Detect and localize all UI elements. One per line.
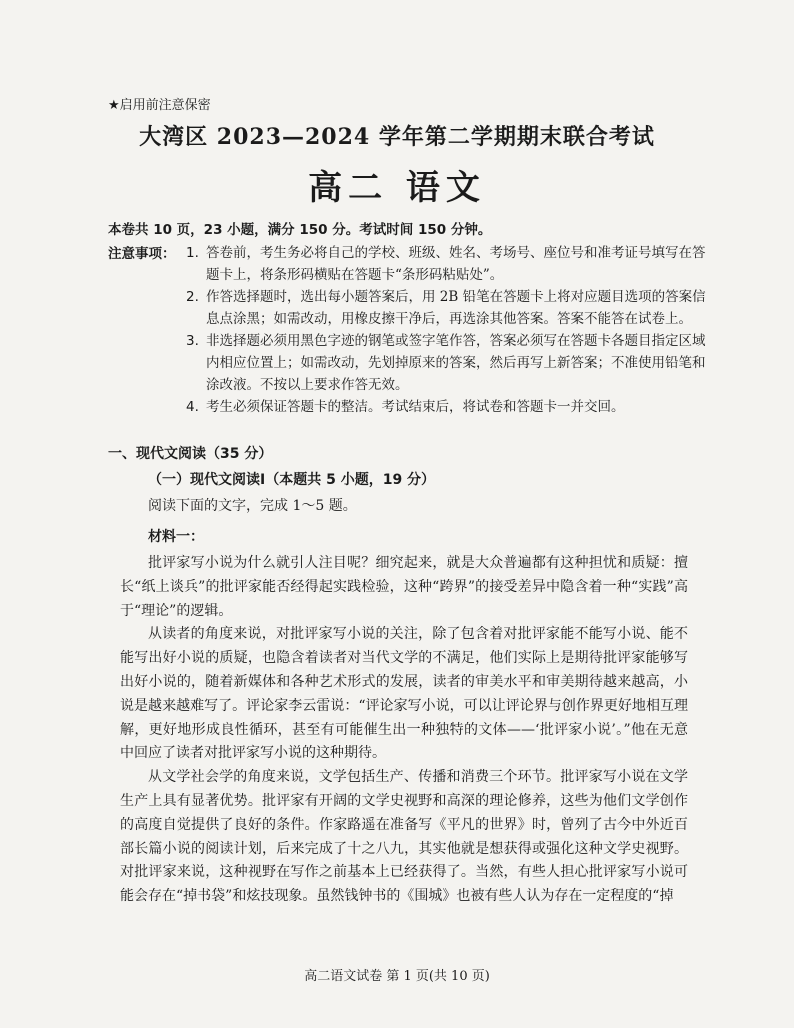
body-paragraph: 批评家写小说为什么就引人注目呢？细究起来，就是大众普遍都有这种担忧和质疑：擅长“纸上谈兵”的批评家能否经得起实践检验，这种“跨界”的接受差异中隐含着一种“实践”高于“理论”的逻辑。: [120, 555, 688, 619]
exam-title: 大湾区 2023—2024 学年第二学期期末联合考试: [139, 124, 655, 150]
notice-item: [186, 242, 706, 286]
exam-summary: 本卷共 10 页，23 小题，满分 150 分。考试时间 150 分钟。: [108, 222, 492, 238]
notice-item-text: 作答选择题时，选出每小题答案后，用 2B 铅笔在答题卡上将对应题目选项的答案信息点涂黑；如需改动，用橡皮擦干净后，再选涂其他答案。答案不能答在试卷上。: [206, 289, 706, 327]
notice-item: [186, 330, 706, 396]
notice-item-number: 2.: [186, 289, 199, 305]
notice-item-number: 3.: [186, 333, 199, 349]
body-paragraph: 从文学社会学的角度来说，文学包括生产、传播和消费三个环节。批评家写小说在文学生产上具有显著优势。批评家有开阔的文学史视野和高深的理论修养，这些为他们文学创作的高度自觉提供了良好的条件。作家路遥在准备写《平凡的世界》时，曾列了古今中外近百部长篇小说的阅读计划，后来完成了十之八九，其实他就是想获得或强化这种文学史视野。对批评家来说，这种视野在写作之前基本上已经获得了。当然，有些人担心批评家写小说可能会存在“掉书袋”和炫技现象。虽然钱钟书的《围城》也被有些人认为存在一定程度的“掉: [120, 769, 688, 905]
notice-list: [186, 242, 706, 418]
confidential-notice: ★启用前注意保密: [108, 98, 211, 113]
notice-item: [186, 286, 706, 330]
notice-item-text: 答卷前，考生务必将自己的学校、班级、姓名、考场号、座位号和准考证号填写在答题卡上，将条形码横贴在答题卡“条形码粘贴处”。: [206, 245, 706, 283]
reading-instruction: 阅读下面的文字，完成 1～5 题。: [148, 498, 357, 514]
subsection-heading: （一）现代文阅读Ⅰ（本题共 5 小题，19 分）: [148, 472, 436, 488]
material-label: 材料一：: [148, 529, 204, 545]
notice-item-number: 1.: [186, 245, 199, 261]
material-text: [120, 552, 688, 909]
page-footer: 高二语文试卷 第 1 页(共 10 页): [304, 969, 490, 984]
notice-label: 注意事项：: [108, 246, 176, 262]
notice-item-text: 考生必须保证答题卡的整洁。考试结束后，将试卷和答题卡一并交回。: [206, 399, 625, 415]
notice-item-number: 4.: [186, 399, 199, 415]
body-paragraph: 从读者的角度来说，对批评家写小说的关注，除了包含着对批评家能不能写小说、能不能写出好小说的质疑，也隐含着读者对当代文学的不满足，他们实际上是期待批评家能够写出好小说的，随着新媒体和各种艺术形式的发展，读者的审美水平和审美期待越来越高，小说是越来越难写了。评论家李云雷说：“评论家写小说，可以让评论界与创作界更好地相互理解，更好地形成良性循环，甚至有可能催生出一种独特的文体——‘批评家小说’。”他在无意中回应了读者对批评家写小说的这种期待。: [120, 626, 688, 762]
notice-item: [186, 396, 706, 418]
section-heading: 一、现代文阅读（35 分）: [108, 446, 273, 462]
subject-title: 高二 语文: [308, 168, 486, 208]
notice-item-text: 非选择题必须用黑色字迹的钢笔或签字笔作答，答案必须写在答题卡各题目指定区域内相应位置上；如需改动，先划掉原来的答案，然后再写上新答案；不准使用铅笔和涂改液。不按以上要求作答无效。: [206, 333, 706, 393]
